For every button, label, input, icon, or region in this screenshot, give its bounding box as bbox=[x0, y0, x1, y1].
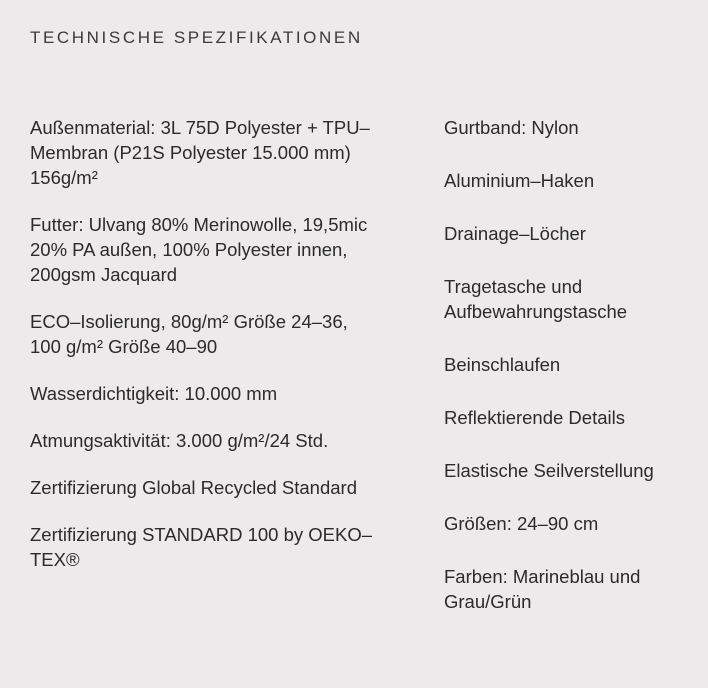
spec-item: Wasserdichtigkeit: 10.000 mm bbox=[30, 382, 278, 404]
spec-item: ECO–Isolierung, 80g/m² Größe 24–36, 100 g/m² Größe 40–90 bbox=[30, 310, 348, 357]
spec-item: Futter: Ulvang 80% Merinowolle, 19,5mic 20% PA außen, 100% Polyester innen, 200gsm Jacquard bbox=[30, 213, 368, 285]
spec-item: Tragetasche und Aufbewahrungstasche bbox=[444, 275, 628, 322]
spec-item: Elastische Seilverstellung bbox=[444, 459, 654, 481]
spec-item: Drainage–Löcher bbox=[444, 222, 586, 244]
spec-item: Beinschlaufen bbox=[444, 353, 561, 375]
specifications-columns bbox=[28, 96, 680, 642]
spec-item: Zertifizierung STANDARD 100 by OEKO–TEX® bbox=[30, 523, 373, 570]
spec-item: Aluminium–Haken bbox=[444, 169, 595, 191]
spec-item: Größen: 24–90 cm bbox=[444, 512, 599, 534]
spec-item: Außenmaterial: 3L 75D Polyester + TPU–Membran (P21S Polyester 15.000 mm) 156g/m² bbox=[30, 116, 370, 188]
specifications-column-left bbox=[28, 96, 416, 642]
spec-item: Zertifizierung Global Recycled Standard bbox=[30, 476, 357, 498]
spec-item: Atmungsaktivität: 3.000 g/m²/24 Std. bbox=[30, 429, 329, 451]
spec-item: Gurtband: Nylon bbox=[444, 116, 579, 138]
spec-item: Reflektierende Details bbox=[444, 406, 625, 428]
page-title: TECHNISCHE SPEZIFIKATIONEN bbox=[30, 28, 363, 47]
specifications-column-right bbox=[416, 96, 680, 642]
spec-item: Farben: Marineblau und Grau/Grün bbox=[444, 565, 641, 612]
